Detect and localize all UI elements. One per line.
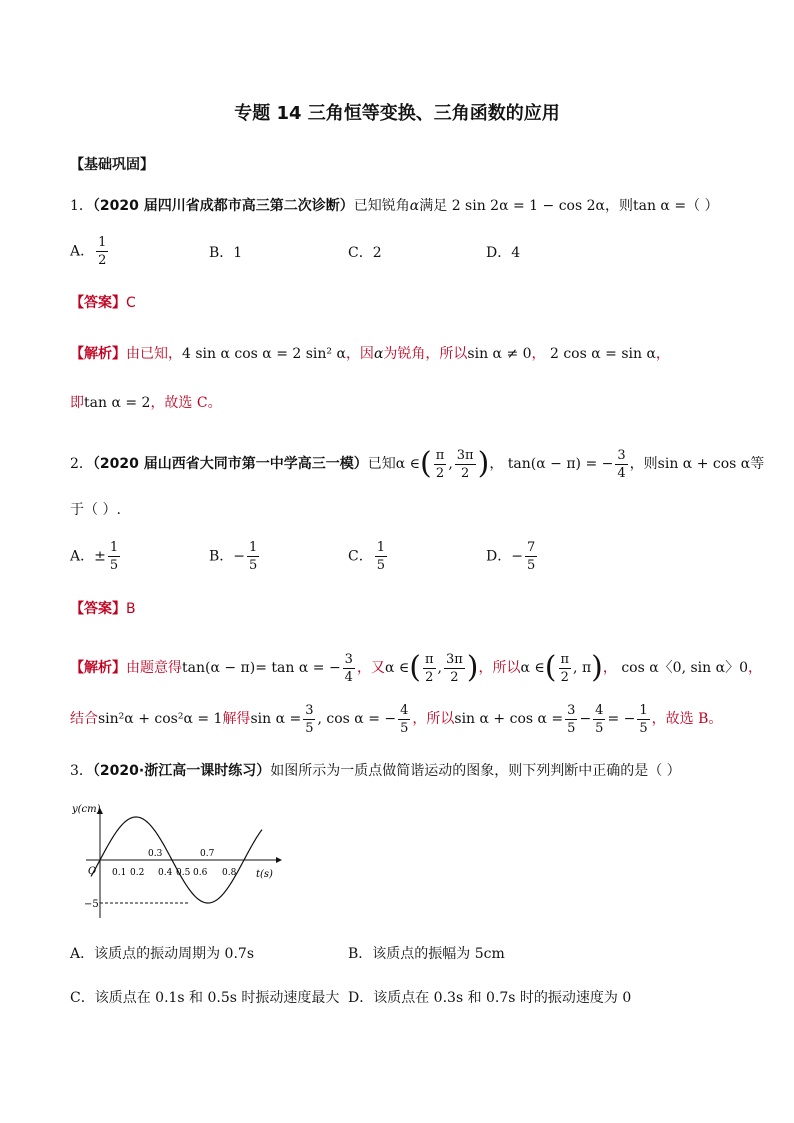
q1-stem [70,196,719,216]
q2-option-b [209,541,261,572]
q3-number: 3． [70,763,93,779]
q2-option-d-label: D．− [486,548,523,565]
q1-option-a-label: A． [70,243,95,260]
x-axis-arrow [276,857,282,863]
tick-label: 0.7 [200,849,215,859]
answer-value: C [126,295,136,311]
analysis-text: ， [655,346,670,362]
frac-num: π [560,651,570,667]
analysis-frac [637,704,649,735]
frac-num: π [424,651,434,667]
q1-text-a: 已知锐角 [353,198,410,214]
analysis-math: sin α + cos α [454,711,547,727]
q2-source: （2020 届山西省大同市第一中学高三一模） [92,456,368,472]
frac-den: 2 [98,253,107,268]
frac-num: 1 [249,540,258,555]
tick-label: 0.2 [130,868,145,878]
q2-math: tan [507,456,531,472]
q2-frac [455,449,476,480]
neg-amplitude-label: −5 [84,899,99,910]
q3-option-a: A．该质点的振动周期为 0.7s [70,946,255,962]
q3-option-b: B．该质点的振幅为 5cm [348,946,505,962]
q2-number: 2． [70,456,93,472]
q1-option-c: C．2 [348,245,382,261]
q2-option-d-fraction [525,541,537,572]
y-axis-label: y(cm) [72,804,101,815]
analysis-frac [343,653,355,684]
frac-num: 1 [376,540,385,555]
frac-den: 5 [376,558,385,573]
analysis-text: 结合 [70,711,98,727]
q1-text-c: ，则 [604,198,633,214]
q1-option-a-fraction [96,236,108,267]
analysis-text: ， [602,660,617,676]
q2-option-a [70,541,122,572]
q2-option-a-fraction [108,541,120,572]
q2-math: α ∈ [395,456,421,472]
q2-text: 已知 [367,456,396,472]
q1-option-d: D．4 [486,245,521,261]
q2-option-c [348,541,389,572]
frac-den: 4 [344,669,353,685]
q2-text: ， [489,456,504,472]
analysis-math: cos α〈0, sin α〉0 [621,660,748,676]
frac-num: 7 [526,540,536,555]
q3-option-d: D．该质点在 0.3s 和 0.7s 时的振动速度为 0 [348,990,632,1006]
q2-option-b-label: B．− [209,548,246,565]
q2-frac [615,449,627,480]
tick-label: 0.8 [222,868,237,878]
paren-close: ) [477,446,490,481]
analysis-math: sin α = [250,711,302,727]
analysis-text: ， [531,346,546,362]
q3-option-c: C．该质点在 0.1s 和 0.5s 时振动速度最大 [70,990,340,1006]
frac-num: 1 [109,540,119,555]
analysis-label: 【解析】 [70,346,126,362]
frac-den: 5 [400,720,409,736]
q2-option-b-fraction [247,541,259,572]
analysis-text: ，所以 [478,660,521,676]
analysis-text: ， [747,660,762,676]
frac-den: 2 [450,669,459,685]
frac-den: 5 [526,558,536,573]
q2-option-c-fraction [375,541,387,572]
frac-num: 3 [567,702,576,718]
frac-num: 4 [400,702,409,718]
analysis-frac [444,653,465,684]
q1-option-a [70,236,110,267]
shm-graph [72,800,292,920]
frac-num: 3 [617,447,626,463]
analysis-math: sin α ≠ 0 [467,346,532,362]
analysis-frac [423,653,436,684]
frac-den: 2 [560,669,569,685]
q1-answer [70,293,136,313]
answer-value: B [126,601,136,617]
q2-answer [70,599,136,619]
analysis-text: 由题意得 [126,660,182,676]
frac-den: 4 [617,465,626,481]
tick-label: 0.3 [148,849,163,859]
frac-den: 5 [305,720,314,736]
frac-num: 1 [98,235,107,250]
q2-math: sin α + cos α [657,456,751,472]
frac-den: 5 [595,720,604,736]
analysis-frac [303,704,315,735]
analysis-text: ，故选 B。 [651,711,723,727]
paren-open: ( [420,446,432,481]
analysis-math: , cos α = − [317,711,397,727]
frac-den: 5 [639,720,648,736]
analysis-math: = tan α = − [255,660,341,676]
tick-label: 0.5 [176,868,191,878]
q2-option-c-label: C． [348,548,373,565]
analysis-math: 4 sin α cos α = 2 sin² α [182,346,346,362]
analysis-math: tan [182,660,205,676]
q1-analysis-line2 [70,393,222,413]
analysis-math: α ∈ [384,660,410,676]
analysis-frac [565,704,577,735]
q2-option-d [486,541,539,572]
analysis-math: = [551,711,564,727]
analysis-label: 【解析】 [70,660,126,676]
q1-analysis-line1 [70,344,670,364]
frac-num: 3π [445,651,463,667]
frac-den: 5 [567,720,576,736]
frac-den: 2 [435,465,445,481]
analysis-math: = − [607,711,636,727]
analysis-math: tan α = 2 [84,395,151,411]
analysis-frac [398,704,410,735]
q3-text: 如图所示为一质点做简谐运动的图象，则下列判断中正确的是（ ） [270,763,681,779]
tick-label: 0.1 [112,868,127,878]
analysis-frac [593,704,605,735]
analysis-math: α [373,346,384,362]
analysis-math: α − π [210,660,250,676]
q2-option-a-label: A．± [70,548,106,565]
x-axis-label: t(s) [256,869,273,880]
analysis-text: ，因 [345,346,374,362]
q1-option-b: B．1 [209,245,243,261]
q2-analysis-line1: 【解析】由题意得tan(α − π)= tan α = − $\frac{3}{4}$ ，又α ∈( $\frac{\pi}{2}$ , $\frac{3\pi}{2}$ )，所以α ∈( $\frac{\pi}{2}$ , π)， cos α〈0, sin α〉0， [70,650,762,685]
q1-ask: tan α = [632,198,687,214]
q1-alpha: α [409,198,420,214]
section-heading: 【基础巩固】 [70,157,154,173]
q3-stem [70,761,681,781]
frac-den: 2 [461,465,470,481]
q2-math: = − [585,456,614,472]
analysis-text: 为锐角，所以 [383,346,468,362]
q1-text-b: 满足 [419,198,448,214]
frac-num: 1 [639,702,648,718]
analysis-text: 由已知， [126,346,182,362]
analysis-math: sin²α + cos²α = 1 [98,711,223,727]
q1-number: 1． [70,198,93,214]
q3-source: （2020·浙江高一课时练习） [92,763,271,779]
q2-text: ，则 [629,456,658,472]
answer-label: 【答案】 [70,295,126,311]
q1-source: （2020 届四川省成都市高三第二次诊断） [92,198,354,214]
analysis-text: ，又 [356,660,385,676]
q2-math: α − π [536,456,576,472]
page-title: 专题 14 三角恒等变换、三角函数的应用 [234,103,560,124]
tick-label: 0.6 [193,868,208,878]
analysis-text: ，故选 C。 [150,395,222,411]
frac-num: 4 [595,702,604,718]
analysis-text: 即 [70,395,84,411]
q1-equation: 2 sin 2α = 1 − cos 2α [451,198,605,214]
q2-analysis-line2 [70,701,722,737]
analysis-math: − [579,711,592,727]
q2-frac [434,449,447,480]
analysis-math: 2 cos α = sin α [549,346,656,362]
frac-num: 3 [305,702,314,718]
frac-num: 3π [456,447,474,463]
analysis-text: ，所以 [412,711,455,727]
tick-label: 0.4 [158,868,173,878]
analysis-math: , π [573,660,592,676]
frac-den: 5 [109,558,119,573]
q2-stem: 2．（2020 届山西省大同市第一中学高三一模）已知α ∈( $\frac{\pi}{2}$ , $\frac{3\pi}{2}$ )， tan(α − π) = − $\frac{3}{4}$ ，则sin α + cos α等 [70,446,765,481]
frac-den: 2 [425,669,434,685]
origin-label: O [88,866,97,877]
frac-den: 5 [249,558,258,573]
analysis-text: 解得 [222,711,251,727]
q2-text: 等 [750,456,765,472]
analysis-frac [559,653,572,684]
q2-stem-line2: 于（ ）. [70,502,121,518]
answer-label: 【答案】 [70,601,126,617]
frac-num: 3 [344,651,353,667]
analysis-math: α ∈ [520,660,545,676]
q1-paren: （ ） [686,198,719,214]
frac-num: π [435,447,445,463]
